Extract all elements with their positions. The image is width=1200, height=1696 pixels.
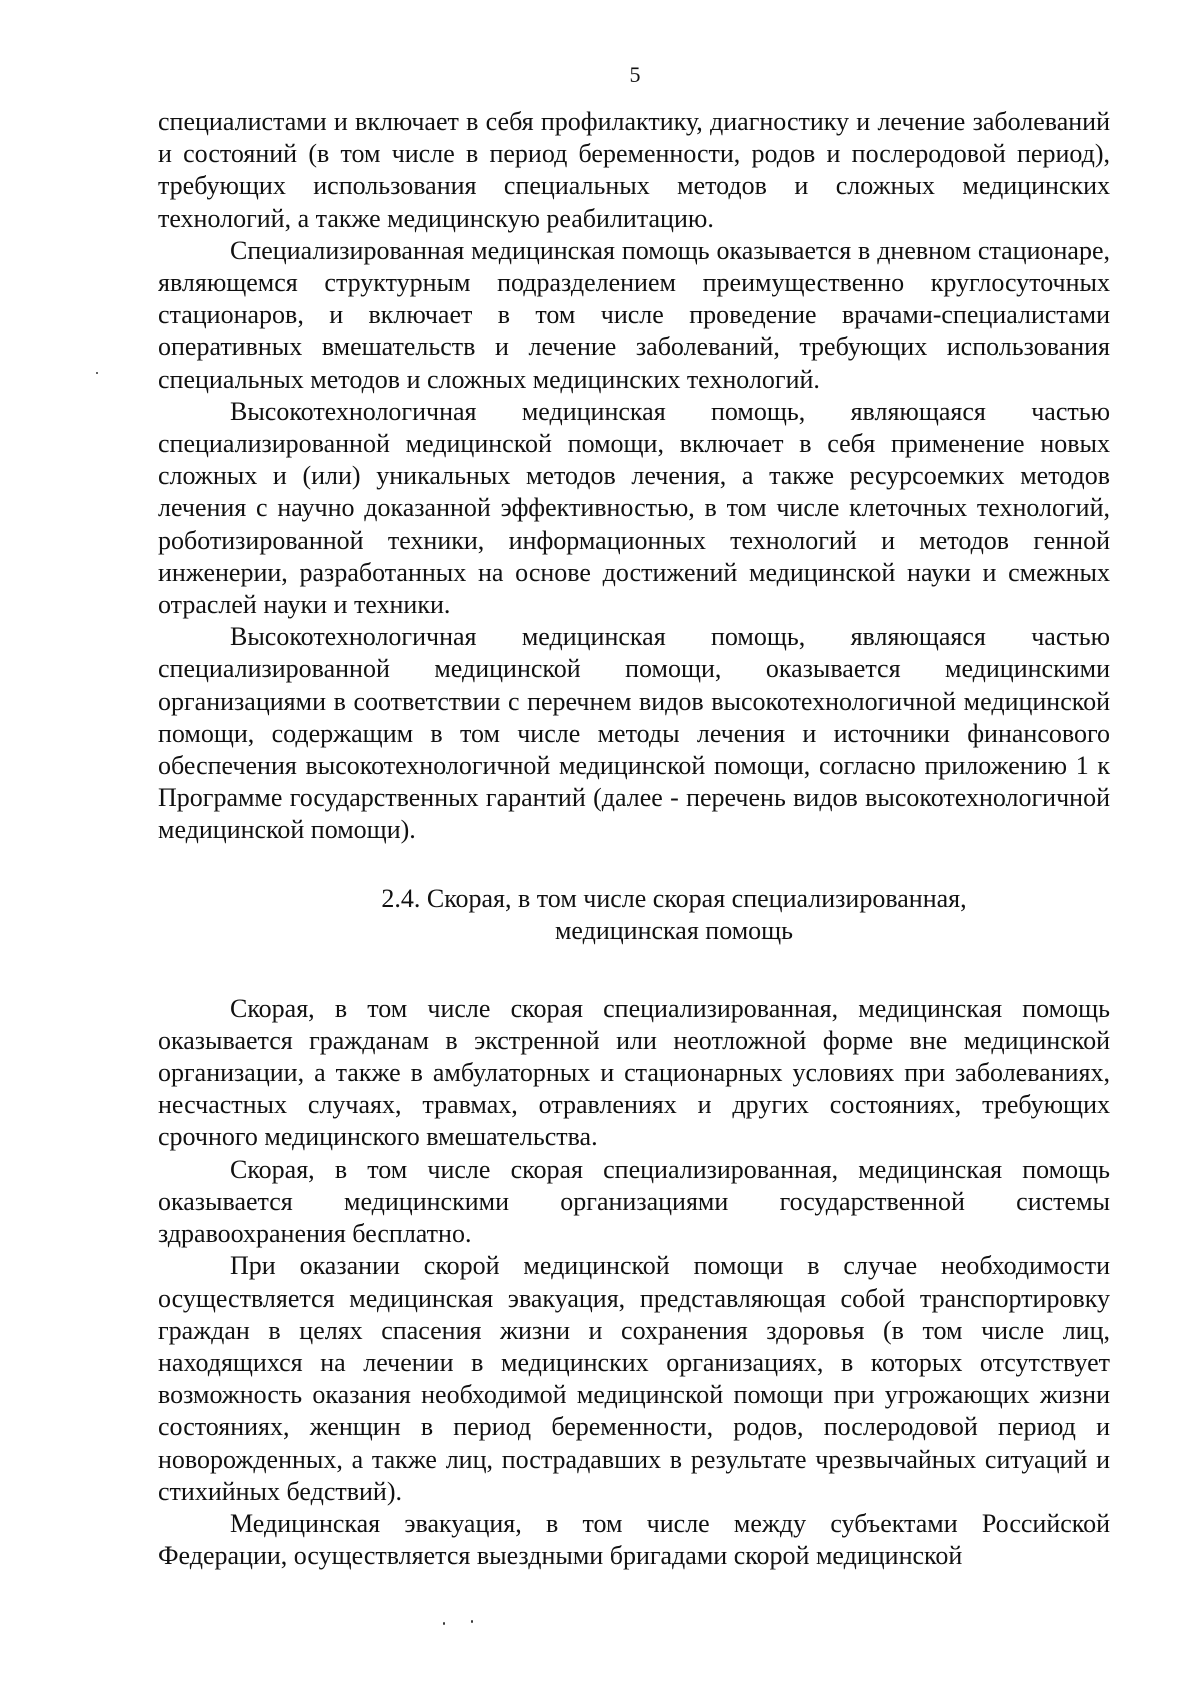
- scan-speck: [443, 1622, 445, 1625]
- section-heading-line: медицинская помощь: [554, 915, 794, 945]
- document-body: [158, 106, 1110, 1572]
- paragraph: Скорая, в том числе скорая специализированная, медицинская помощь оказывается медицинскими организациями государственной системы здравоохранения бесплатно.: [158, 1154, 1110, 1249]
- paragraph: специалистами и включает в себя профилактику, диагностику и лечение заболеваний и состояний (в том числе в период беременности, родов и послеродовой период), требующих использования специальных методов и сложных медицинских технологий, а также медицинскую реабилитацию.: [158, 107, 1110, 233]
- page-number: 5: [629, 62, 641, 87]
- scan-speck: [96, 372, 98, 374]
- paragraph: Высокотехнологичная медицинская помощь, являющаяся частью специализированной медицинской помощи, оказывается медицинскими организациями в соответствии с перечнем видов высокотехнологичной медицинской помощи, содержащим в том числе методы лечения и источники финансового обеспечения высокотехнологичной медицинской помощи, согласно приложению 1 к Программе государственных гарантий (далее - перечень видов высокотехнологичной медицинской помощи).: [158, 622, 1110, 845]
- section-heading-line: 2.4. Скорая, в том числе скорая специализированная,: [381, 883, 967, 913]
- section-heading: [158, 883, 1110, 947]
- paragraph: Скорая, в том числе скорая специализированная, медицинская помощь оказывается гражданам в экстренной или неотложной форме вне медицинской организации, а также в амбулаторных и стационарных условиях при заболеваниях, несчастных случаях, травмах, отравлениях и других состояниях, требующих срочного медицинского вмешательства.: [158, 993, 1110, 1152]
- paragraph: При оказании скорой медицинской помощи в случае необходимости осуществляется медицинская эвакуация, представляющая собой транспортировку граждан в целях спасения жизни и сохранения здоровья (в том числе лиц, находящихся на лечении в медицинских организациях, в которых отсутствует возможность оказания необходимой медицинской помощи при угрожающих жизни состояниях, женщин в период беременности, родов, послеродовой период и новорожденных, а также лиц, пострадавших в результате чрезвычайных ситуаций и стихийных бедствий).: [158, 1251, 1110, 1506]
- paragraph: Высокотехнологичная медицинская помощь, являющаяся частью специализированной медицинской помощи, включает в себя применение новых сложных и (или) уникальных методов лечения, а также ресурсоемких методов лечения с научно доказанной эффективностью, в том числе клеточных технологий, роботизированной техники, информационных технологий и методов генной инженерии, разработанных на основе достижений медицинской науки и смежных отраслей науки и техники.: [158, 396, 1110, 620]
- paragraph: Специализированная медицинская помощь оказывается в дневном стационаре, являющемся структурным подразделением преимущественно круглосуточных стационаров, и включает в том числе проведение врачами-специалистами оперативных вмешательств и лечение заболеваний, требующих использования специальных методов и сложных медицинских технологий.: [158, 235, 1110, 394]
- paragraph: Медицинская эвакуация, в том числе между субъектами Российской Федерации, осуществляется выездными бригадами скорой медицинской: [158, 1508, 1110, 1571]
- scan-speck: [471, 1620, 473, 1623]
